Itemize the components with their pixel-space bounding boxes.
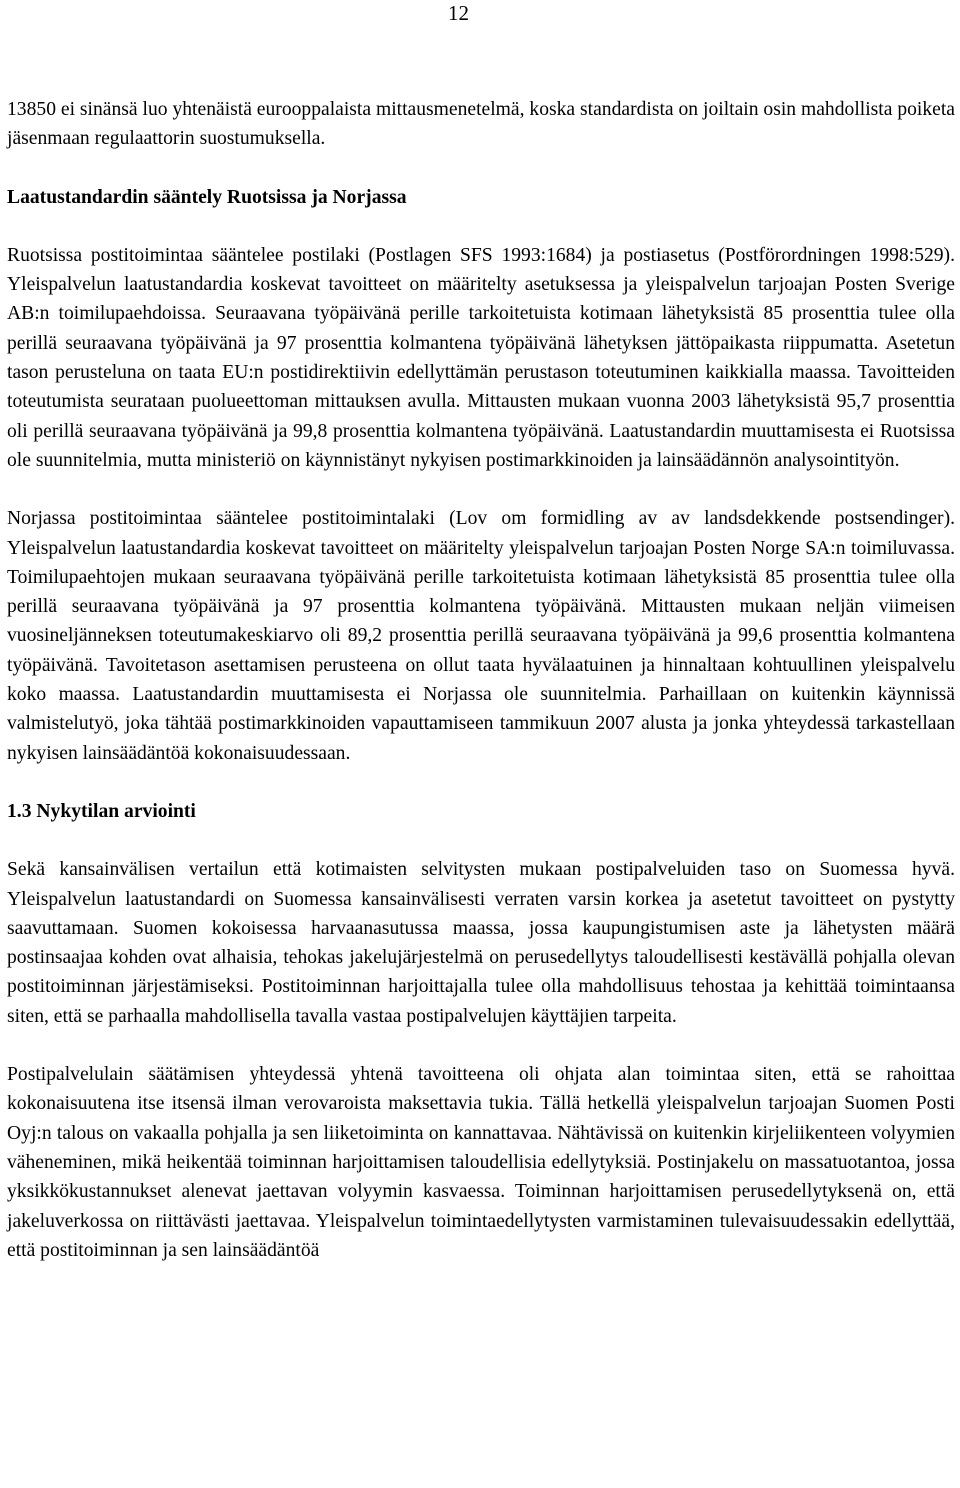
paragraph-norway: Norjassa postitoimintaa sääntelee postitoimintalaki (Lov om formidling av av landsdekkende postsendinger). Yleispalvelun laatustandardia koskevat tavoitteet on määritelty yleispalvelun tarjoajan Posten Norge SA:n toimiluvassa. Toimilupaehtojen mukaan seuraavana työpäivänä perille tarkoitetuista kotimaan lähetyksistä 85 prosenttia tulee olla perillä seuraavana työpäivänä ja 97 prosenttia kolmantena työpäivänä. Mittausten mukaan neljän viimeisen vuosineljänneksen toteutumakeskiarvo oli 89,2 prosenttia perillä seuraavana työpäivänä ja 99,6 prosenttia kolmantena työpäivänä. Tavoitetason asettamisen perusteena on ollut taata hyvälaatuinen ja hinnaltaan kohtuullinen yleispalvelu koko maassa. Laatustandardin muuttamisesta ei Norjassa ole suunnitelmia. Parhaillaan on kuitenkin käynnissä valmistelutyö, joka tähtää postimarkkinoiden vapauttamiseen tammikuun 2007 alusta ja jonka yhteydessä tarkastellaan nykyisen lainsäädäntöä kokonaisuudessaan. [7,508,955,764]
subheading-sweden-norway: Laatustandardin sääntely Ruotsissa ja Norjassa [7,186,407,208]
paragraph-postal-law: Postipalvelulain säätämisen yhteydessä yhtenä tavoitteena oli ohjata alan toimintaa siten, että se rahoittaa kokonaisuutena itse itsensä ilman verovaroista maksettavia tukia. Tällä hetkellä yleispalvelun tarjoajan Suomen Posti Oyj:n talous on vakaalla pohjalla ja sen liiketoiminta on kannattavaa. Nähtävissä on kuitenkin kirjeliikenteen volyymien väheneminen, mikä heikentää toiminnan harjoittamisen taloudellisia edellytyksiä. Postinjakelu on massatuotantoa, jossa yksikkökustannukset alenevat jaettavan volyymin kasvaessa. Toiminnan harjoittamisen perusedellytyksenä on, että jakeluverkossa on riittävästi jaettavaa. Yleispalvelun toimintaedellytysten varmistaminen tulevaisuudessakin edellyttää, että postitoiminnan ja sen lainsäädäntöä [7,1064,955,1261]
document-body [7,95,955,1265]
page-number: 12 [448,1,469,25]
paragraph-intro: 13850 ei sinänsä luo yhtenäistä eurooppalaista mittausmenetelmä, koska standardista on joiltain osin mahdollista poiketa jäsenmaan regulaattorin suostumuksella. [7,99,955,150]
section-heading: 1.3 Nykytilan arviointi [7,800,196,822]
paragraph-assessment: Sekä kansainvälisen vertailun että kotimaisten selvitysten mukaan postipalveluiden taso on Suomessa hyvä. Yleispalvelun laatustandardi on Suomessa kansainvälisesti verraten varsin korkea ja asetetut tavoitteet on pystytty saavuttamaan. Suomen kokoisessa harvaanasutussa maassa, jossa kaupungistumisen aste ja lähetysten määrä postinsaajaa kohden ovat alhaisia, tehokas jakelujärjestelmä on perusedellytys taloudellisesti kestävällä pohjalla olevan postitoiminnan järjestämiseksi. Postitoiminnan harjoittajalla tulee olla mahdollisuus tehostaa ja kehittää toimintaansa siten, että se parhaalla mahdollisella tavalla vastaa postipalvelujen käyttäjien tarpeita. [7,859,955,1027]
paragraph-sweden: Ruotsissa postitoimintaa sääntelee postilaki (Postlagen SFS 1993:1684) ja postiasetus (Postförordningen 1998:529). Yleispalvelun laatustandardia koskevat tavoitteet on määritelty asetuksessa ja yleispalvelun tarjoajan Posten Sverige AB:n toimilupaehdoissa. Seuraavana työpäivänä perille tarkoitetuista kotimaan lähetyksistä 85 prosenttia tulee olla perillä seuraavana työpäivänä ja 97 prosenttia kolmantena työpäivänä lähetyksen jättöpaikasta riippumatta. Asetetun tason perusteluna on taata EU:n postidirektiivin edellyttämän perustason toteutuminen kaikkialla maassa. Tavoitteiden toteutumista seurataan puolueettoman mittauksen avulla. Mittausten mukaan vuonna 2003 lähetyksistä 95,7 prosenttia oli perillä seuraavana työpäivänä ja 99,8 prosenttia kolmantena työpäivänä. Laatustandardin muuttamisesta ei Ruotsissa ole suunnitelmia, mutta ministeriö on käynnistänyt nykyisen postimarkkinoiden ja lainsäädännön analysointityön. [7,244,955,471]
